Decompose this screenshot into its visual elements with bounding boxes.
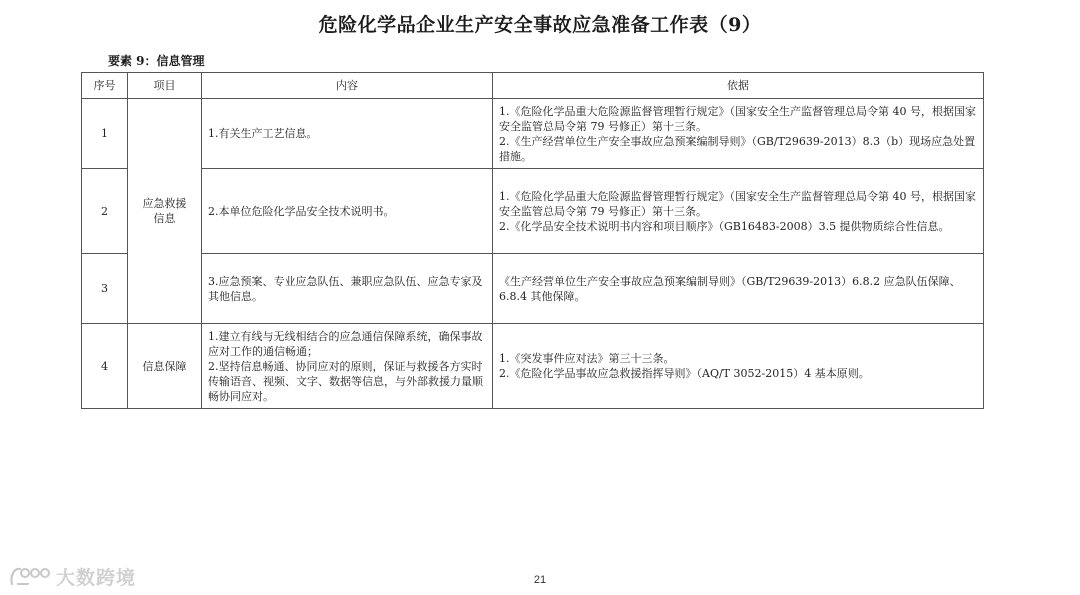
table-row — [82, 99, 984, 169]
content-text: 3.应急预案、专业应急队伍、兼职应急队伍、应急专家及其他信息。 — [208, 274, 483, 303]
basis-text: 1.《危险化学品重大危险源监督管理暂行规定》（国家安全生产监督管理总局令第 40 号，根据国家安全监管总局令第 79 号修正）第十三条。 — [499, 104, 976, 133]
item-label: 应急救援 信息 — [142, 197, 187, 225]
content-cell — [202, 169, 493, 254]
row-number: 4 — [82, 324, 128, 409]
header-basis: 依据 — [493, 73, 984, 99]
basis-text: 2.《危险化学品事故应急救援指挥导则》（AQ/T 3052-2015）4 基本原则。 — [499, 367, 870, 380]
basis-cell — [493, 169, 984, 254]
header-content: 内容 — [202, 73, 493, 99]
item-cell-info-assurance — [128, 324, 202, 409]
content-text: 2.坚持信息畅通、协同应对的原则，保证与救援各方实时传输语音、视频、文字、数据等信息，与外部救援力量顺畅协同应对。 — [208, 359, 483, 403]
content-cell — [202, 254, 493, 324]
content-text: 2.本单位危险化学品安全技术说明书。 — [208, 204, 395, 218]
info-management-table — [81, 72, 984, 409]
table-row — [82, 254, 984, 324]
basis-text: 2.《生产经营单位生产安全事故应急预案编制导则》（GB/T29639-2013）8.3（b）现场应急处置措施。 — [499, 134, 976, 163]
watermark — [8, 562, 136, 590]
header-no: 序号 — [82, 73, 128, 99]
basis-text: 1.《危险化学品重大危险源监督管理暂行规定》（国家安全生产监督管理总局令第 40 号，根据国家安全监管总局令第 79 号修正）第十三条。 — [499, 189, 976, 218]
content-text: 1.建立有线与无线相结合的应急通信保障系统，确保事故应对工作的通信畅通； — [208, 329, 483, 358]
element-label: 要素 9：信息管理 — [108, 54, 205, 68]
item-label: 信息保障 — [142, 359, 187, 373]
row-number: 2 — [82, 169, 128, 254]
basis-cell — [493, 254, 984, 324]
page-title: 危险化学品企业生产安全事故应急准备工作表（9） — [318, 14, 762, 36]
basis-text: 2.《化学品安全技术说明书内容和项目顺序》（GB16483-2008）3.5 提供物质综合性信息。 — [499, 219, 950, 233]
table-row — [82, 169, 984, 254]
basis-cell — [493, 324, 984, 409]
table-header-row — [82, 73, 984, 99]
content-cell — [202, 99, 493, 169]
row-number: 3 — [82, 254, 128, 324]
table-row — [82, 324, 984, 409]
brand-logo-icon — [8, 564, 52, 588]
basis-text: 1.《突发事件应对法》第三十三条。 — [499, 352, 675, 365]
header-item: 项目 — [128, 73, 202, 99]
watermark-text: 大数跨境 — [56, 566, 137, 589]
row-number: 1 — [82, 99, 128, 169]
content-text: 1.有关生产工艺信息。 — [208, 127, 318, 140]
item-cell-emergency-info — [128, 99, 202, 324]
page-number: 21 — [533, 574, 547, 586]
basis-cell — [493, 99, 984, 169]
basis-text: 《生产经营单位生产安全事故应急预案编制导则》（GB/T29639-2013）6.8.2 应急队伍保障、6.8.4 其他保障。 — [499, 274, 961, 303]
content-cell — [202, 324, 493, 409]
